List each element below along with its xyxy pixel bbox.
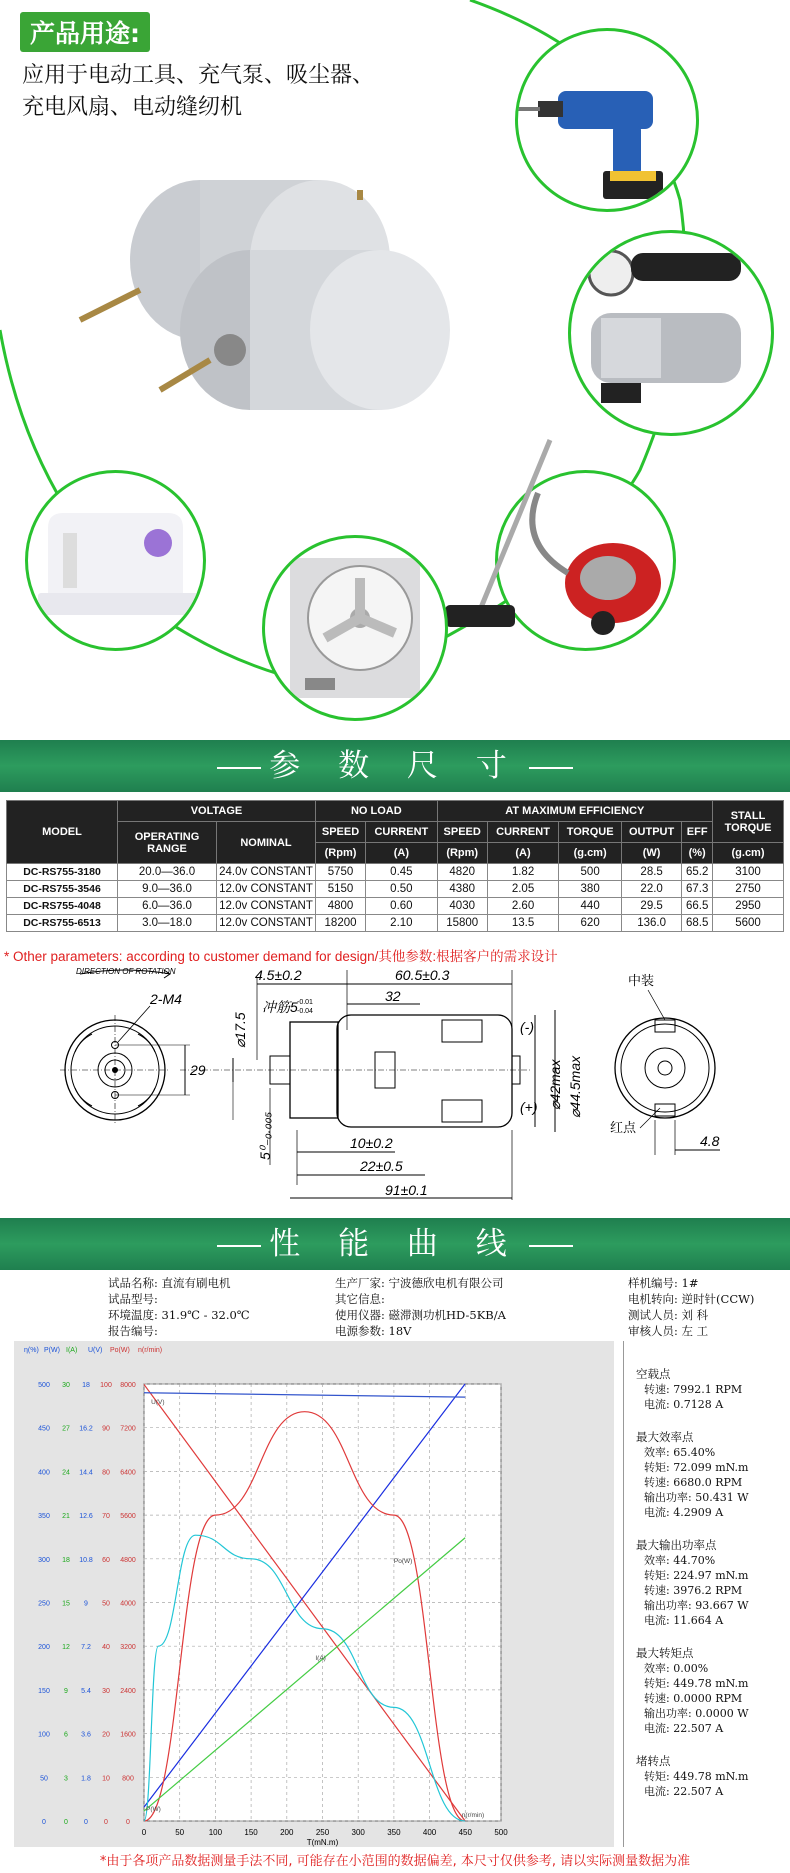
table-cell: 3100 — [713, 864, 784, 881]
zhong-label: 中装 — [628, 974, 655, 989]
key-point-value: 转矩: 224.97 mN.m — [644, 1569, 749, 1582]
y-tick-label: 100 — [38, 1731, 50, 1739]
y-tick-label: 50 — [40, 1775, 48, 1783]
y-tick-label: 9 — [64, 1687, 68, 1695]
table-cell: 500 — [559, 864, 622, 881]
y-tick-label: 0 — [84, 1819, 88, 1826]
y-tick-label: 20 — [102, 1731, 110, 1739]
table-cell: 29.5 — [621, 898, 681, 915]
dim-45: 4.5±0.2 — [255, 967, 302, 983]
usage-line-2: 充电风扇、电动缝纫机 — [22, 95, 243, 120]
y-tick-label: 7200 — [120, 1425, 136, 1433]
table-cell: 15800 — [437, 915, 487, 932]
rear-end-view — [610, 973, 720, 1155]
y-tick-label: 250 — [38, 1600, 50, 1608]
y-tick-label: 1.8 — [81, 1775, 91, 1783]
y-tick-label: 3 — [64, 1775, 68, 1783]
key-point-title: 最大转矩点 — [636, 1646, 694, 1660]
info-line: 测试人员: 刘 科 — [628, 1308, 709, 1322]
punch-label: 冲筋5 — [262, 999, 298, 1015]
key-point-value: 输出功率: 93.667 W — [644, 1599, 749, 1612]
table-cell: 4800 — [316, 898, 366, 915]
info-line: 使用仪器: 磁滞测功机HD-5KB/A — [335, 1308, 506, 1322]
key-point-value: 电流: 22.507 A — [644, 1785, 724, 1798]
table-cell: 5150 — [316, 881, 366, 898]
key-point-group — [636, 1646, 782, 1736]
table-cell: 2750 — [713, 881, 784, 898]
group-voltage: VOLTAGE — [118, 801, 316, 822]
table-cell: 18200 — [316, 915, 366, 932]
unit: (W) — [621, 843, 681, 864]
key-point-value: 电流: 11.664 A — [644, 1614, 724, 1627]
x-tick-label: 250 — [315, 1828, 330, 1837]
table-cell: 0.45 — [366, 864, 438, 881]
key-point-value: 电流: 22.507 A — [644, 1722, 724, 1735]
front-end-view — [60, 967, 206, 1125]
key-points-panel — [623, 1341, 782, 1847]
y-tick-label: 0 — [64, 1819, 68, 1826]
table-cell: 12.0v CONSTANT — [217, 898, 316, 915]
y-tick-label: 18 — [82, 1382, 90, 1389]
table-cell: 24.0v CONSTANT — [217, 864, 316, 881]
tol-up: -0.01 — [297, 999, 313, 1006]
table-cell: 68.5 — [682, 915, 713, 932]
key-points-list — [624, 1341, 782, 1799]
y-tick-label: 500 — [38, 1382, 50, 1389]
y-tick-label: 90 — [102, 1425, 110, 1433]
y-tick-label: 30 — [62, 1382, 70, 1389]
table-cell: 380 — [559, 881, 622, 898]
usage-badge: 产品用途: — [20, 12, 150, 52]
minus-label: (-) — [520, 1019, 534, 1035]
table-cell: 28.5 — [621, 864, 681, 881]
y-tick-label: 400 — [38, 1469, 50, 1477]
key-point-value: 效率: 44.70% — [644, 1554, 716, 1567]
dimension-drawing — [0, 960, 790, 1210]
dim-22: 22±0.5 — [360, 1158, 403, 1174]
unit: (A) — [487, 843, 559, 864]
series-label: I(A) — [315, 1654, 326, 1662]
y-tick-label: 18 — [62, 1556, 70, 1564]
col-stall-torque: STALL TORQUE — [713, 801, 784, 843]
info-line: 样机编号: 1# — [628, 1276, 699, 1290]
key-point-title: 堵转点 — [636, 1754, 671, 1768]
tol-down: -0.04 — [297, 1008, 313, 1015]
dim-445: ⌀44.5max — [567, 1055, 583, 1118]
table-cell: 1.82 — [487, 864, 559, 881]
y-tick-label: 10.8 — [79, 1556, 93, 1564]
dim-605: 60.5±0.3 — [395, 967, 450, 983]
y-tick-label: 800 — [122, 1775, 134, 1783]
info-line: 电源参数: 18V — [335, 1324, 412, 1338]
col-output: OUTPUT — [621, 822, 681, 843]
table-cell: 0.50 — [366, 881, 438, 898]
y-tick-label: 70 — [102, 1513, 110, 1521]
unit: (g.cm) — [713, 843, 784, 864]
y-tick-label: 9 — [84, 1600, 88, 1608]
y-tick-label: 6 — [64, 1731, 68, 1739]
col-current: CURRENT — [366, 822, 438, 843]
y-tick-label: 27 — [62, 1425, 70, 1433]
model-cell: DC-RS755-6513 — [7, 915, 118, 932]
y-tick-label: 450 — [38, 1425, 50, 1433]
y-tick-label: 200 — [38, 1644, 50, 1652]
dim-10: 10±0.2 — [350, 1135, 393, 1151]
y-tick-label: 2400 — [120, 1687, 136, 1695]
y-tick-label: 5600 — [120, 1513, 136, 1521]
y-tick-label: 4000 — [120, 1600, 136, 1608]
key-point-title: 最大效率点 — [636, 1430, 694, 1444]
y-tick-label: 6400 — [120, 1469, 136, 1477]
unit: (Rpm) — [437, 843, 487, 864]
y-tick-label: 7.2 — [81, 1644, 91, 1652]
table-cell: 9.0—36.0 — [118, 881, 217, 898]
table-cell: 2950 — [713, 898, 784, 915]
x-tick-label: 450 — [458, 1828, 472, 1837]
table-cell: 440 — [559, 898, 622, 915]
series-label: Po(W) — [393, 1557, 413, 1565]
unit: (g.cm) — [559, 843, 622, 864]
axis-header: I(A) — [66, 1347, 78, 1354]
info-line: 试品名称: 直流有刷电机 — [108, 1276, 231, 1290]
table-cell: 2.10 — [366, 915, 438, 932]
info-line: 试品型号: — [108, 1292, 158, 1306]
y-tick-label: 4800 — [120, 1556, 136, 1564]
table-cell: 12.0v CONSTANT — [217, 915, 316, 932]
col-speed: SPEED — [316, 822, 366, 843]
air-pump-icon — [571, 233, 771, 433]
y-tick-label: 10 — [102, 1775, 110, 1783]
key-point-value: 转矩: 449.78 mN.m — [644, 1770, 749, 1783]
col-eff-current: CURRENT — [487, 822, 559, 843]
series-label: n(r/min) — [461, 1812, 485, 1819]
key-point-title: 最大输出功率点 — [636, 1538, 717, 1552]
key-point-value: 效率: 65.40% — [644, 1446, 716, 1459]
info-line: 环境温度: 31.9℃ - 32.0℃ — [108, 1308, 250, 1322]
table-row — [7, 898, 784, 915]
key-point-value: 输出功率: 0.0000 W — [644, 1707, 749, 1720]
key-point-value: 效率: 0.00% — [644, 1662, 709, 1675]
footer-disclaimer: *由于各项产品数据测量手法不同, 可能存在小范围的数据偏差, 本尺寸仅供参考, 请以实际测量数据为准 — [99, 1854, 691, 1869]
dim-175: ⌀17.5 — [232, 1012, 248, 1048]
performance-chart-svg — [14, 1341, 614, 1847]
axis-header: η(%) — [24, 1347, 39, 1354]
table-cell: 12.0v CONSTANT — [217, 881, 316, 898]
info-line: 电机转向: 逆时针(CCW) — [628, 1292, 755, 1306]
table-cell: 136.0 — [621, 915, 681, 932]
dim-91: 91±0.1 — [385, 1182, 428, 1198]
y-tick-label: 5.4 — [81, 1687, 91, 1695]
y-tick-label: 80 — [102, 1469, 110, 1477]
group-max-efficiency: AT MAXIMUM EFFICIENCY — [437, 801, 712, 822]
usage-line-1: 应用于电动工具、充气泵、吸尘器、 — [22, 63, 375, 88]
model-cell: DC-RS755-4048 — [7, 898, 118, 915]
x-tick-label: 350 — [387, 1828, 401, 1837]
info-line: 其它信息: — [335, 1292, 385, 1306]
dim-29: 29 — [190, 1062, 206, 1078]
table-cell: 66.5 — [682, 898, 713, 915]
y-tick-label: 0 — [104, 1819, 108, 1826]
y-tick-label: 16.2 — [79, 1425, 93, 1433]
motor-product-image — [60, 160, 480, 440]
x-tick-label: 300 — [351, 1828, 365, 1837]
y-tick-label: 14.4 — [79, 1469, 93, 1477]
col-eff-speed: SPEED — [437, 822, 487, 843]
y-tick-label: 350 — [38, 1513, 50, 1521]
y-tick-label: 12.6 — [79, 1513, 93, 1521]
y-tick-label: 12 — [62, 1644, 70, 1652]
model-cell: DC-RS755-3546 — [7, 881, 118, 898]
spec-table — [6, 800, 784, 932]
side-view — [180, 967, 583, 1200]
red-dot-label: 红点 — [610, 1121, 637, 1136]
table-cell: 67.3 — [682, 881, 713, 898]
m4-label: 2-M4 — [150, 991, 182, 1007]
axis-header: n(r/min) — [138, 1347, 163, 1354]
dim-42: ⌀42max — [547, 1059, 563, 1110]
y-tick-label: 1600 — [120, 1731, 136, 1739]
key-point-group — [636, 1754, 782, 1799]
table-row — [7, 864, 784, 881]
y-tick-label: 0 — [42, 1819, 46, 1826]
params-section-header — [0, 740, 790, 792]
test-info-col-3 — [628, 1275, 754, 1339]
col-nominal: NOMINAL — [217, 822, 316, 864]
key-point-value: 转速: 7992.1 RPM — [644, 1383, 743, 1396]
key-point-value: 转速: 0.0000 RPM — [644, 1692, 743, 1705]
series-label: P(W) — [146, 1806, 161, 1813]
motor-2-icon — [160, 250, 450, 410]
table-cell: 5750 — [316, 864, 366, 881]
axis-header: P(W) — [44, 1347, 60, 1354]
table-cell: 620 — [559, 915, 622, 932]
key-point-title: 空载点 — [636, 1367, 671, 1381]
axis-header: Po(W) — [110, 1347, 130, 1354]
y-tick-label: 21 — [62, 1513, 70, 1521]
table-cell: 22.0 — [621, 881, 681, 898]
key-point-value: 电流: 0.7128 A — [644, 1398, 724, 1411]
x-tick-label: 0 — [141, 1828, 147, 1837]
sewing-machine-image — [25, 470, 206, 651]
performance-chart — [14, 1341, 614, 1847]
col-eff: EFF — [682, 822, 713, 843]
y-tick-label: 0 — [126, 1819, 130, 1826]
test-info-col-1 — [108, 1275, 250, 1339]
x-tick-label: 150 — [244, 1828, 258, 1837]
y-tick-label: 300 — [38, 1556, 50, 1564]
table-cell: 65.2 — [682, 864, 713, 881]
y-tick-label: 3.6 — [81, 1731, 91, 1739]
key-point-value: 转速: 3976.2 RPM — [644, 1584, 743, 1597]
other-params-note: * Other parameters: according to customer demand for design/其他参数:根据客户的需求设计 — [4, 949, 558, 964]
y-tick-label: 100 — [100, 1382, 112, 1389]
y-tick-label: 40 — [102, 1644, 110, 1652]
table-cell: 13.5 — [487, 915, 559, 932]
col-torque: TORQUE — [559, 822, 622, 843]
x-tick-label: 200 — [280, 1828, 294, 1837]
info-line: 生产厂家: 宁波德欣电机有限公司 — [335, 1276, 504, 1290]
group-no-load: NO LOAD — [316, 801, 438, 822]
table-cell: 2.05 — [487, 881, 559, 898]
x-tick-label: 500 — [494, 1828, 508, 1837]
drill-image — [515, 28, 699, 212]
y-tick-label: 30 — [102, 1687, 110, 1695]
curves-section-title: 性 能 曲 线 — [269, 1226, 521, 1262]
table-cell: 4380 — [437, 881, 487, 898]
vacuum-nozzle-icon — [440, 430, 560, 650]
model-cell: DC-RS755-3180 — [7, 864, 118, 881]
dim-5: 5⁰₋₀.₀₀₅ — [257, 1111, 273, 1160]
y-tick-label: 15 — [62, 1600, 70, 1608]
col-model: MODEL — [7, 801, 118, 864]
params-section-title: 参 数 尺 寸 — [269, 748, 521, 784]
table-cell: 6.0—36.0 — [118, 898, 217, 915]
key-point-group — [636, 1430, 782, 1520]
info-line: 审核人员: 左 工 — [628, 1324, 709, 1338]
axis-header: U(V) — [88, 1347, 103, 1354]
spec-table-body — [7, 864, 784, 932]
x-tick-label: 100 — [208, 1828, 223, 1837]
key-point-value: 转速: 6680.0 RPM — [644, 1476, 743, 1489]
y-tick-label: 24 — [62, 1469, 70, 1477]
table-cell: 20.0—36.0 — [118, 864, 217, 881]
table-cell: 4030 — [437, 898, 487, 915]
table-cell: 4820 — [437, 864, 487, 881]
curves-section-header — [0, 1218, 790, 1270]
dim-32: 32 — [385, 988, 401, 1004]
plus-label: (+) — [520, 1099, 538, 1115]
table-row — [7, 881, 784, 898]
drill-icon — [518, 31, 696, 209]
key-point-value: 转矩: 72.099 mN.m — [644, 1461, 749, 1474]
y-tick-label: 8000 — [120, 1382, 136, 1389]
direction-label: DIRECTION OF ROTATION — [76, 967, 176, 976]
col-operating-range: OPERATING RANGE — [118, 822, 217, 864]
series-label: U(V) — [151, 1399, 165, 1406]
x-axis-label: T(mN.m) — [306, 1838, 339, 1847]
y-tick-label: 50 — [102, 1600, 110, 1608]
table-cell: 5600 — [713, 915, 784, 932]
table-cell: 2.60 — [487, 898, 559, 915]
table-cell: 3.0—18.0 — [118, 915, 217, 932]
key-point-value: 电流: 4.2909 A — [644, 1506, 724, 1519]
key-point-value: 转矩: 449.78 mN.m — [644, 1677, 749, 1690]
unit: (A) — [366, 843, 438, 864]
key-point-group — [636, 1367, 782, 1412]
fan-image — [262, 535, 448, 721]
x-tick-label: 400 — [422, 1828, 437, 1837]
x-tick-label: 50 — [175, 1828, 185, 1837]
info-line: 报告编号: — [108, 1324, 158, 1338]
fan-icon — [265, 538, 445, 718]
key-point-value: 输出功率: 50.431 W — [644, 1491, 749, 1504]
unit: (Rpm) — [316, 843, 366, 864]
unit: (%) — [682, 843, 713, 864]
y-tick-label: 60 — [102, 1556, 110, 1564]
key-point-group — [636, 1538, 782, 1628]
sewing-machine-icon — [28, 473, 203, 648]
test-info-col-2 — [335, 1275, 506, 1339]
air-pump-image — [568, 230, 774, 436]
dim-48: 4.8 — [700, 1133, 720, 1149]
table-cell: 0.60 — [366, 898, 438, 915]
y-tick-label: 150 — [38, 1687, 50, 1695]
table-row — [7, 915, 784, 932]
y-tick-label: 3200 — [120, 1644, 136, 1652]
